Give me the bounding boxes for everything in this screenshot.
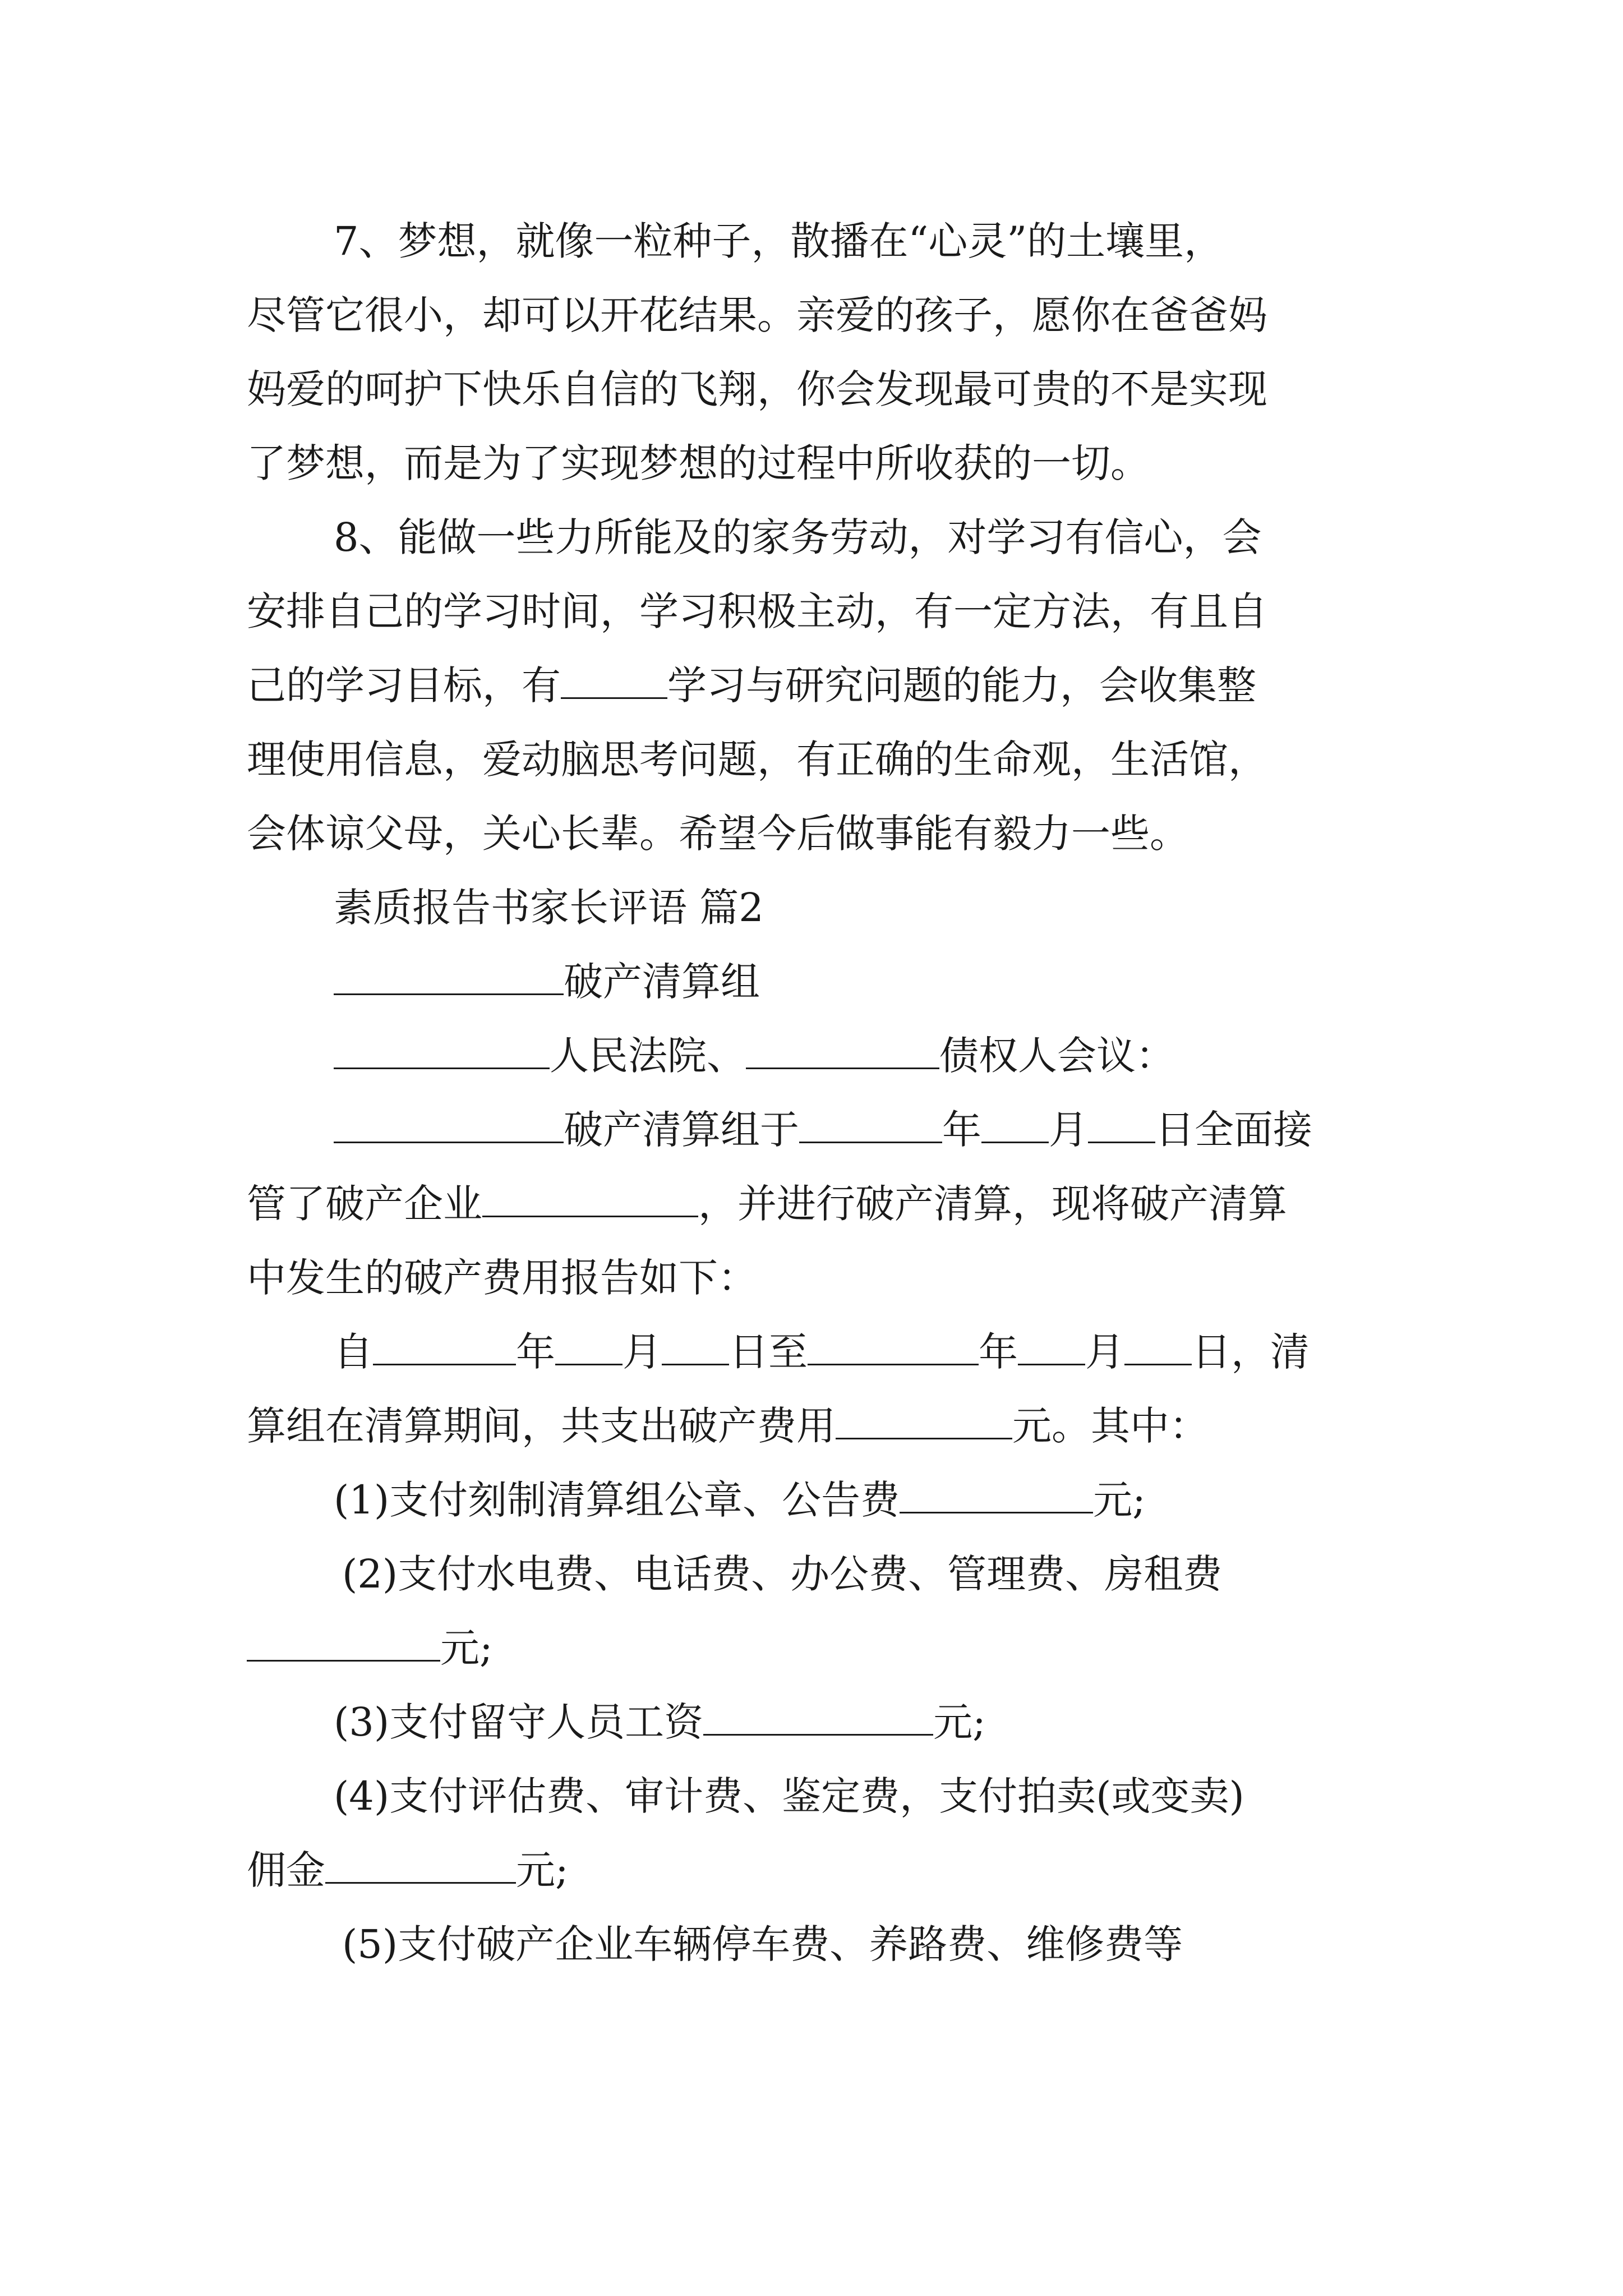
text-run: 自	[334, 1329, 373, 1375]
text-run: (3)支付留守人员工资	[334, 1699, 704, 1745]
fill-in-blank	[981, 1108, 1049, 1143]
paragraph-7-line-4: 了梦想，而是为了实现梦想的过程中所收获的一切。	[247, 440, 1150, 486]
paragraph-7-line-1: 7、梦想，就像一粒种子，散播在“心灵”的土壤里，	[334, 218, 1224, 264]
text-run: 日，清	[1192, 1329, 1310, 1375]
body-1-line-2	[247, 1176, 1391, 1232]
text-run: (1)支付刻制清算组公章、公告费	[334, 1477, 900, 1523]
text-run: 债权人会议：	[939, 1033, 1175, 1079]
text-run: 年	[942, 1107, 981, 1153]
item-2-line-2	[247, 1620, 1391, 1676]
fill-in-blank	[373, 1330, 516, 1365]
text-run: 元;	[516, 1847, 569, 1893]
text-run: 月	[623, 1329, 662, 1375]
body-2-line-2	[247, 1398, 1391, 1454]
text-run: 破产清算组于	[564, 1107, 799, 1153]
item-1	[334, 1472, 1391, 1528]
item-4-line-2	[247, 1842, 1391, 1898]
text-run: 元;	[933, 1699, 986, 1745]
text-run: 破产清算组	[564, 959, 760, 1005]
item-2-line-1: (2)支付水电费、电话费、办公费、管理费、房租费	[342, 1551, 1223, 1597]
body-1-line-3: 中发生的破产费用报告如下：	[247, 1255, 757, 1301]
paragraph-8-line-3	[247, 657, 1391, 714]
fill-in-blank	[662, 1330, 729, 1365]
text-run: 人民法院、	[550, 1033, 746, 1079]
fill-in-blank	[325, 1848, 516, 1884]
paragraph-8-line-4: 理使用信息，爱动脑思考问题，有正确的生命观，生活馆，	[247, 737, 1267, 783]
fill-in-blank	[808, 1330, 979, 1365]
fill-in-blank	[247, 1626, 440, 1662]
addressee-line-1	[334, 954, 1391, 1010]
fill-in-blank	[836, 1404, 1012, 1439]
fill-in-blank	[799, 1108, 942, 1143]
section-heading: 素质报告书家长评语 篇2	[334, 885, 764, 931]
text-run: 元。其中：	[1012, 1403, 1209, 1449]
text-run: 元;	[1093, 1477, 1146, 1523]
body-2-line-1	[334, 1324, 1391, 1380]
text-run: 己的学习目标，有	[247, 662, 561, 708]
paragraph-8-line-2: 安排自己的学习时间，学习积极主动，有一定方法，有且自	[247, 588, 1267, 634]
paragraph-8-line-5: 会体谅父母，关心长辈。希望今后做事能有毅力一些。	[247, 811, 1189, 857]
fill-in-blank	[703, 1700, 933, 1736]
text-run: ，并进行破产清算，现将破产清算	[698, 1181, 1287, 1227]
fill-in-blank	[900, 1478, 1093, 1513]
fill-in-blank	[561, 664, 667, 699]
fill-in-blank	[482, 1182, 698, 1217]
text-run: 月	[1085, 1329, 1124, 1375]
text-run: 日全面接	[1155, 1107, 1312, 1153]
fill-in-blank	[1088, 1108, 1155, 1143]
text-run: 月	[1049, 1107, 1088, 1153]
text-run: 学习与研究问题的能力，会收集整	[667, 662, 1256, 708]
text-run: 管了破产企业	[247, 1181, 482, 1227]
text-run: 佣金	[247, 1847, 325, 1893]
fill-in-blank	[746, 1034, 939, 1069]
fill-in-blank	[334, 960, 564, 995]
fill-in-blank	[334, 1108, 564, 1143]
paragraph-8-line-1: 8、能做一些力所能及的家务劳动，对学习有信心，会	[334, 514, 1262, 560]
addressee-line-2	[334, 1028, 1391, 1084]
text-run: 年	[979, 1329, 1018, 1375]
text-run: 算组在清算期间，共支出破产费用	[247, 1403, 836, 1449]
body-1-line-1	[334, 1102, 1391, 1158]
paragraph-7-line-2: 尽管它很小，却可以开花结果。亲爱的孩子，愿你在爸爸妈	[247, 292, 1267, 338]
text-run: 元;	[440, 1625, 493, 1671]
item-5-line-1: (5)支付破产企业车辆停车费、养路费、维修费等	[342, 1921, 1183, 1967]
item-3	[334, 1694, 1391, 1750]
fill-in-blank	[555, 1330, 623, 1365]
fill-in-blank	[334, 1034, 550, 1069]
fill-in-blank	[1018, 1330, 1085, 1365]
paragraph-7-line-3: 妈爱的呵护下快乐自信的飞翔，你会发现最可贵的不是实现	[247, 366, 1267, 412]
text-run: 日至	[729, 1329, 808, 1375]
fill-in-blank	[1124, 1330, 1192, 1365]
item-4-line-1: (4)支付评估费、审计费、鉴定费，支付拍卖(或变卖)	[334, 1773, 1244, 1819]
text-run: 年	[516, 1329, 555, 1375]
